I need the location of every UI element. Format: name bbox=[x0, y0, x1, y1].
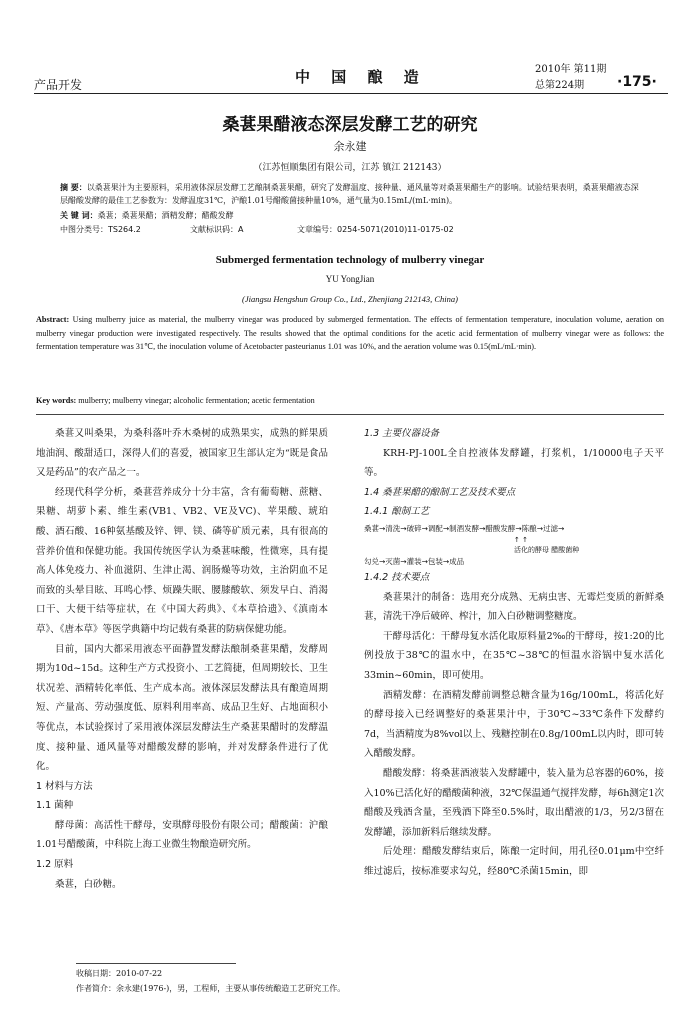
paragraph: KRH-PJ-100L全自控液体发酵罐，打浆机，1/10000电子天平等。 bbox=[364, 447, 664, 479]
subsection-heading: 1.1 菌种 bbox=[36, 800, 74, 812]
paragraph: 桑葚，白砂糖。 bbox=[55, 878, 122, 890]
subsection-heading: 1.4.1 酿制工艺 bbox=[364, 506, 430, 518]
abstract bbox=[60, 181, 640, 207]
footnote-rule bbox=[76, 963, 236, 964]
english-abstract bbox=[36, 313, 664, 354]
author: 余永建 bbox=[333, 140, 367, 153]
classification-line bbox=[60, 224, 454, 235]
subsection-heading: 1.4.2 技术要点 bbox=[364, 571, 430, 583]
english-keywords-label: Key words: bbox=[36, 396, 77, 405]
article-number: 文章编号：0254-5071(2010)11-0175-02 bbox=[297, 225, 454, 234]
journal-name: 中 国 酿 造 bbox=[295, 68, 427, 86]
section-label: 产品开发 bbox=[34, 78, 83, 92]
english-keywords bbox=[36, 396, 664, 405]
affiliation: （江苏恒顺集团有限公司，江苏 镇江 212143） bbox=[253, 163, 447, 173]
author-bio: 作者简介：余永建(1976-)，男，工程师，主要从事传统酿造工艺研究工作。 bbox=[76, 984, 346, 993]
process-flow-line1: 桑葚→清洗→破碎→调配→制酒发酵→醋酸发酵→陈酿→过滤→ bbox=[364, 523, 565, 533]
english-keywords-text: mulberry; mulberry vinegar; alcoholic fermentation; acetic fermentation bbox=[78, 396, 315, 405]
paragraph: 酵母菌：高活性干酵母，安琪酵母股份有限公司；醋酸菌：沪酿1.01号醋酸菌，中科院上海工业微生物酿造研究所。 bbox=[36, 819, 328, 851]
paragraph: 干酵母活化：干酵母复水活化取原料量2‰的干酵母，按1:20的比例投放于38℃的温水中，在35℃~38℃的恒温水浴锅中复水活化33min~60min，即可使用。 bbox=[364, 630, 664, 681]
abstract-label: 摘 要： bbox=[60, 183, 87, 192]
keywords-label: 关 键 词： bbox=[60, 211, 98, 220]
subsection-heading: 1.4 桑葚果醋的酿制工艺及技术要点 bbox=[364, 486, 516, 498]
process-flow-inputs: 活化的酵母 醋酸菌种 bbox=[514, 545, 580, 554]
received-date: 收稿日期：2010-07-22 bbox=[76, 969, 163, 978]
paragraph: 后处理：醋酸发酵结束后，陈酿一定时间，用孔径0.01μm中空纤维过滤后，按标准要求勾兑，经80℃杀菌15min，即 bbox=[364, 846, 664, 877]
subsection-heading: 1.3 主要仪器设备 bbox=[364, 428, 440, 439]
keywords bbox=[60, 210, 640, 221]
paragraph: 经现代科学分析，桑葚营养成分十分丰富，含有葡萄糖、蔗糖、果糖、胡萝卜素、维生素(VB1、VB2、VE及VC)、苹果酸、琥珀酸、酒石酸、16种氨基酸及锌、钾、镁、磷等矿质元素，具有很高的营养价值和保健功能。我国传统医学认为桑葚味酸，性微寒，具有提高人体免疫力、补血滋阴、生津止渴、润肠燥等功效，主治阴血不足而致的头晕目眩、耳鸣心悸、烦躁失眠、腰膝酸软、须发早白、消渴口干、大便干结等症状，在《中国大药典》、《本草拾遗》、《滇南本草》、《唐本草》等医学典籍中均记载有桑葚的防病保健功能。 bbox=[36, 486, 328, 635]
doc-code: 文献标识码：A bbox=[190, 225, 244, 234]
english-title: Submerged fermentation technology of mulberry vinegar bbox=[215, 254, 485, 266]
subsection-heading: 1.2 原料 bbox=[36, 859, 74, 871]
header-rule bbox=[34, 93, 668, 94]
process-flow-line2: 勾兑→灭菌→灌装→包装→成品 bbox=[364, 556, 465, 566]
paper-title: 桑葚果醋液态深层发酵工艺的研究 bbox=[222, 115, 478, 135]
left-column bbox=[36, 424, 328, 894]
right-column bbox=[364, 424, 664, 881]
page-number: ·175· bbox=[617, 74, 657, 90]
paragraph: 桑葚又叫桑果，为桑科落叶乔木桑树的成熟果实，成熟的鲜果质地油润、酸甜适口，深得人们的喜爱，被国家卫生部认定为“既是食品又是药品”的农产品之一。 bbox=[36, 428, 328, 479]
process-flow bbox=[364, 522, 664, 568]
paragraph: 目前，国内大都采用液态平面静置发酵法酿制桑葚果醋，发酵周期为10d~15d。这种生产方式投资小、工艺简捷，但周期较长、卫生状况差、酒精转化率低、生产成本高。液体深层发酵法具有酿造周期短、产量高、劳动强度低、原料利用率高、成品卫生好、占地面积小等优点，本试验探讨了采用液体深层发酵法生产桑葚果醋时的发酵温度、接种量、通风量等对醋酸发酵的影响，并对发酵条件进行了优化。 bbox=[36, 643, 328, 773]
clc-number: 中图分类号：TS264.2 bbox=[60, 225, 141, 234]
section-divider bbox=[36, 414, 664, 415]
process-flow-arrows: ↑ ↑ bbox=[514, 535, 528, 544]
abstract-text: 以桑葚果汁为主要原料，采用液体深层发酵工艺酿制桑葚果醋，研究了发酵温度、接种量、通风量等对桑葚果醋生产的影响。试验结果表明，桑葚果醋液态深层醋酸发酵的最佳工艺参数为：发酵温度31℃，沪酿1.01号醋酸菌接种量10%，通气量为0.15mL/(mL·min)。 bbox=[60, 183, 639, 205]
english-affiliation: (Jiangsu Hengshun Group Co., Ltd., Zhenjiang 212143, China) bbox=[242, 294, 458, 304]
paragraph: 醋酸发酵：将桑葚酒液装入发酵罐中，装入量为总容器的60%，接入10%已活化好的醋酸菌种液，32℃保温通气搅拌发酵，每6h测定1次醋酸及残酒含量，至残酒下降至0.5%时，取出醋液的1/3，另2/3留在发酵罐，添加新料后继续发酵。 bbox=[364, 767, 664, 838]
english-author: YU YongJian bbox=[325, 274, 375, 284]
paragraph: 桑葚果汁的制备：选用充分成熟、无病虫害、无霉烂变质的新鲜桑葚，清洗干净后破碎、榨汁，加入白砂糖调整糖度。 bbox=[364, 591, 664, 623]
total-issue: 总第224期 bbox=[535, 80, 585, 91]
english-abstract-text: Using mulberry juice as material, the mulberry vinegar was produced by submerged fermentation. The effects of fermentation temperature, inoculation volume, aeration on mulberry vinegar production were investigated respectively. The results showed that the optimal conditions for the acetic acid fermentation of mulberry vinegar were as follows: the fermentation temperature was 31℃, the inoculation volume of Acetobacter pasteurianus 1.01 was 10%, and the aeration volume was 0.15(mL/mL·min). bbox=[36, 315, 665, 351]
issue-info: 2010年 第11期 bbox=[535, 64, 607, 75]
section-heading: 1 材料与方法 bbox=[36, 780, 93, 792]
english-abstract-label: Abstract: bbox=[36, 315, 70, 324]
paragraph: 酒精发酵：在酒精发酵前调整总糖含量为16g/100mL，将活化好的酵母接入已经调整好的桑葚果汁中，于30℃~33℃条件下发酵约7d，当酒精度为8%vol以上、残糖控制在0.8g/100mL以内时，即可转入醋酸发酵。 bbox=[364, 689, 664, 760]
keywords-text: 桑葚；桑葚果醋；酒精发酵；醋酸发酵 bbox=[97, 211, 234, 220]
